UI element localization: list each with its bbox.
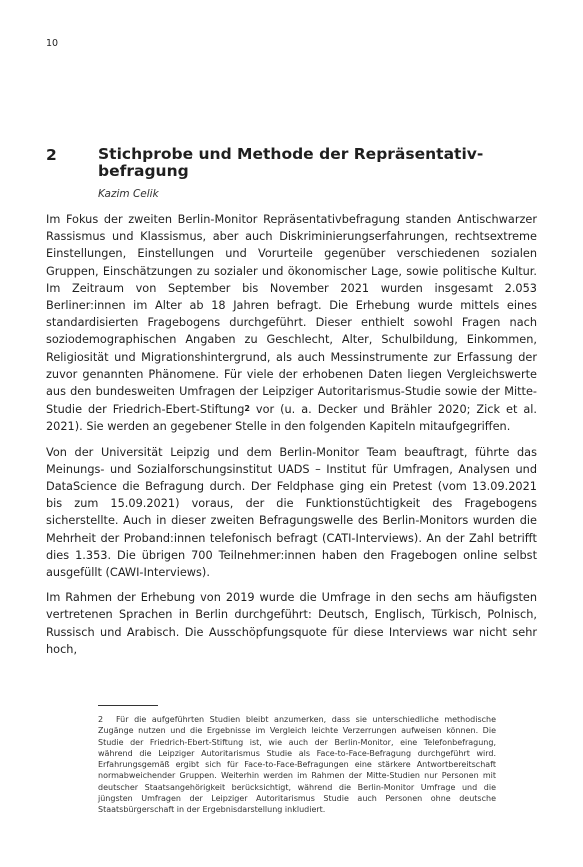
paragraph-1-continuation: vor (u. a. Decker und Brähler 2020; Zick et al. 2021). Sie werden an gegebener Stelle in den folgenden Kapiteln mitaufgegriffen. <box>46 403 538 434</box>
body-text <box>46 211 537 666</box>
section-title: Stichprobe und Methode der Repräsentativ-befragung <box>98 145 484 180</box>
paragraph-1 <box>46 211 537 436</box>
paragraph-3: Im Rahmen der Erhebung von 2019 wurde die Umfrage in den sechs am häufigsten vertretenen Sprachen in Berlin durchgeführt: Deutsch, Englisch, Türkisch, Polnisch, Russisch und Arabisch. Die Ausschöpfungsquote für diese Interviews war nicht sehr hoch, <box>46 591 537 656</box>
footnote-number: 2 <box>98 715 104 724</box>
page-number: 10 <box>46 38 59 49</box>
section-number: 2 <box>46 146 57 164</box>
footnote <box>98 714 496 816</box>
paragraph-2: Von der Universität Leipzig und dem Berlin-Monitor Team beauftragt, führte das Meinungs- und Sozialforschungsinstitut UADS – Institut für Umfragen, Analysen und DataScience die Befragung durch. Der Feldphase ging ein Pretest (vom 13.09.2021 bis zum 15.09.2021) voraus, der die Funktionstüchtigkeit des Fragebogens sicherstellte. Auch in dieser zweiten Befragungswelle des Berlin-Monitors wurden die Mehrheit der Proband:innen telefonisch befragt (CATI-Interviews). An der Zahl betrifft dies 1.353. Die übrigen 700 Teilnehmer:innen haben den Fragebogen online selbst ausgefüllt (CAWI-Interviews). <box>46 445 537 580</box>
footnote-divider <box>98 705 158 706</box>
paragraph-1-text: Im Fokus der zweiten Berlin-Monitor Repräsentativbefragung standen Antischwarzer Rassismus und Klassismus, aber auch Diskriminierungserfahrungen, rechtsextreme Einstellungen, Einstellungen und Vorurteile gegenüber verschiedenen sozialen Gruppen, Einschätzungen zu sozialer und ökonomischer Lage, sowie politische Kultur. Im Zeitraum von September bis November 2021 wurden insgesamt 2.053 Berliner:innen im Alter ab 18 Jahren befragt. Die Erhebung wurde mittels eines standardisierten Fragebogens durchgeführt. Dieser enthielt sowohl Fragen nach soziodemographischen Angaben zu Geschlecht, Alter, Schulbildung, Einkommen, Religiosität und Migrationshintergrund, als auch Messinstrumente zur Erfassung der zuvor genannten Phänomene. Für viele der erhobenen Daten liegen Vergleichswerte aus den bundesweiten Umfragen der Leipziger Autoritarismus-Studie sowie der Mitte-Studie der Friedrich-Ebert-Stiftung <box>46 213 537 417</box>
section-author: Kazim Celik <box>98 188 159 200</box>
footnote-reference[interactable]: 2 <box>244 404 250 414</box>
footnote-text: Für die aufgeführten Studien bleibt anzumerken, dass sie unterschiedliche methodische Zugänge nutzen und die Ergebnisse im Vergleich leichte Verzerrungen aufweisen können. Die Studie der Friedrich-Ebert-Stiftung ist, wie auch der Berlin-Monitor, eine Telefonbefragung, während die Leipziger Autoritarismus Studie als Face-to-Face-Befragung durchgeführt wird. Erfahrungsgemäß ergibt sich für Face-to-Face-Befragungen eine stärkere Antwortbereitschaft normabweichender Gruppen. Weiterhin werden im Rahmen der Mitte-Studien nur Personen mit deutscher Staatsangehörigkeit berücksichtigt, während die Berlin-Monitor Umfrage und die jüngsten Umfragen der Leipziger Autoritarismus Studie auch Personen ohne deutsche Staatsbürgerschaft in der Ergebnisdarstellung inkludiert. <box>98 715 496 815</box>
